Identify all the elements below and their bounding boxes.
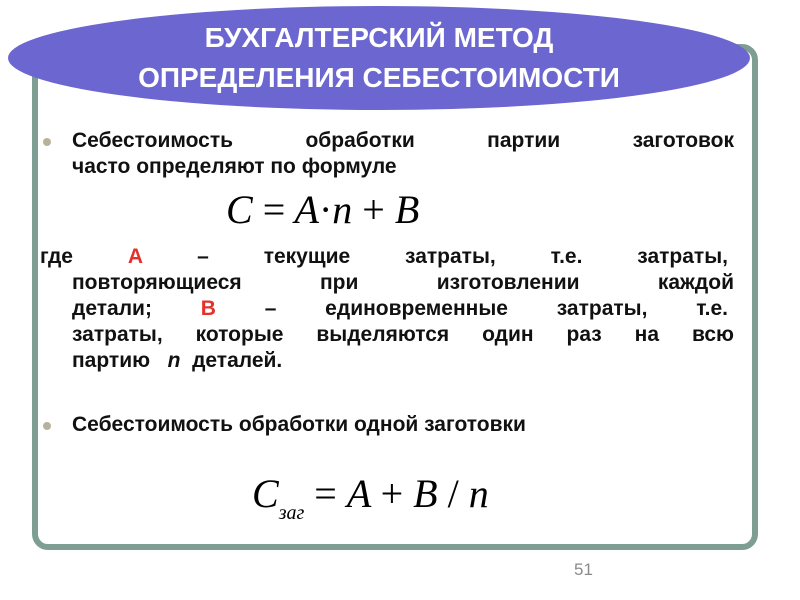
title-line-1: БУХГАЛТЕРСКИЙ МЕТОД <box>204 22 554 53</box>
definition-line5-b: деталей. <box>192 349 283 372</box>
formula2-slash: / <box>447 471 459 516</box>
formula-total-cost <box>226 186 419 233</box>
definition-line-1 <box>40 244 728 270</box>
formula2-lhs: C <box>252 471 279 516</box>
definition-where: где <box>40 245 73 268</box>
formula1-lhs: C <box>226 187 253 232</box>
bullet-icon <box>43 422 51 430</box>
definition-n-var: n <box>167 349 181 372</box>
definition-line-3 <box>72 296 728 322</box>
formula1-eq: = <box>262 187 286 232</box>
bullet-icon <box>43 138 51 146</box>
formula1-dot: · <box>318 187 333 232</box>
definition-line3-b: – единовременные затраты, т.е. <box>264 297 728 320</box>
bullet1-line-2: часто определяют по формуле <box>72 155 397 178</box>
bullet2-text: Себестоимость обработки одной заготовки <box>72 413 526 436</box>
title-line-2: ОПРЕДЕЛЕНИЯ СЕБЕСТОИМОСТИ <box>138 62 620 93</box>
definition-line-4: затраты, которые выделяются один раз на всю <box>72 323 734 346</box>
definition-b-var: B <box>200 297 216 320</box>
formula2-plus: + <box>380 471 404 516</box>
definition-line-2: повторяющиеся при изготовлении каждой <box>72 271 734 294</box>
formula1-a: A <box>294 187 319 232</box>
formula2-b: B <box>413 471 438 516</box>
formula1-b: B <box>394 187 420 232</box>
formula1-n: n <box>332 187 353 232</box>
formula2-eq: = <box>314 471 337 516</box>
formula2-a: A <box>346 471 371 516</box>
definition-line1-rest: – текущие затраты, т.е. затраты, <box>197 245 728 268</box>
formula-unit-cost <box>252 470 489 525</box>
formula2-n: n <box>468 471 489 516</box>
definition-line3-a: детали; <box>72 297 152 320</box>
formula2-sub: заг <box>278 502 305 524</box>
formula1-plus: + <box>362 187 385 232</box>
definition-a-var: A <box>127 245 143 268</box>
bullet1-line-1: Себестоимость обработки партии заготовок <box>72 129 734 152</box>
definition-line-5 <box>72 348 282 374</box>
definition-line5-a: партию <box>72 349 151 372</box>
page-number: 51 <box>574 560 593 579</box>
